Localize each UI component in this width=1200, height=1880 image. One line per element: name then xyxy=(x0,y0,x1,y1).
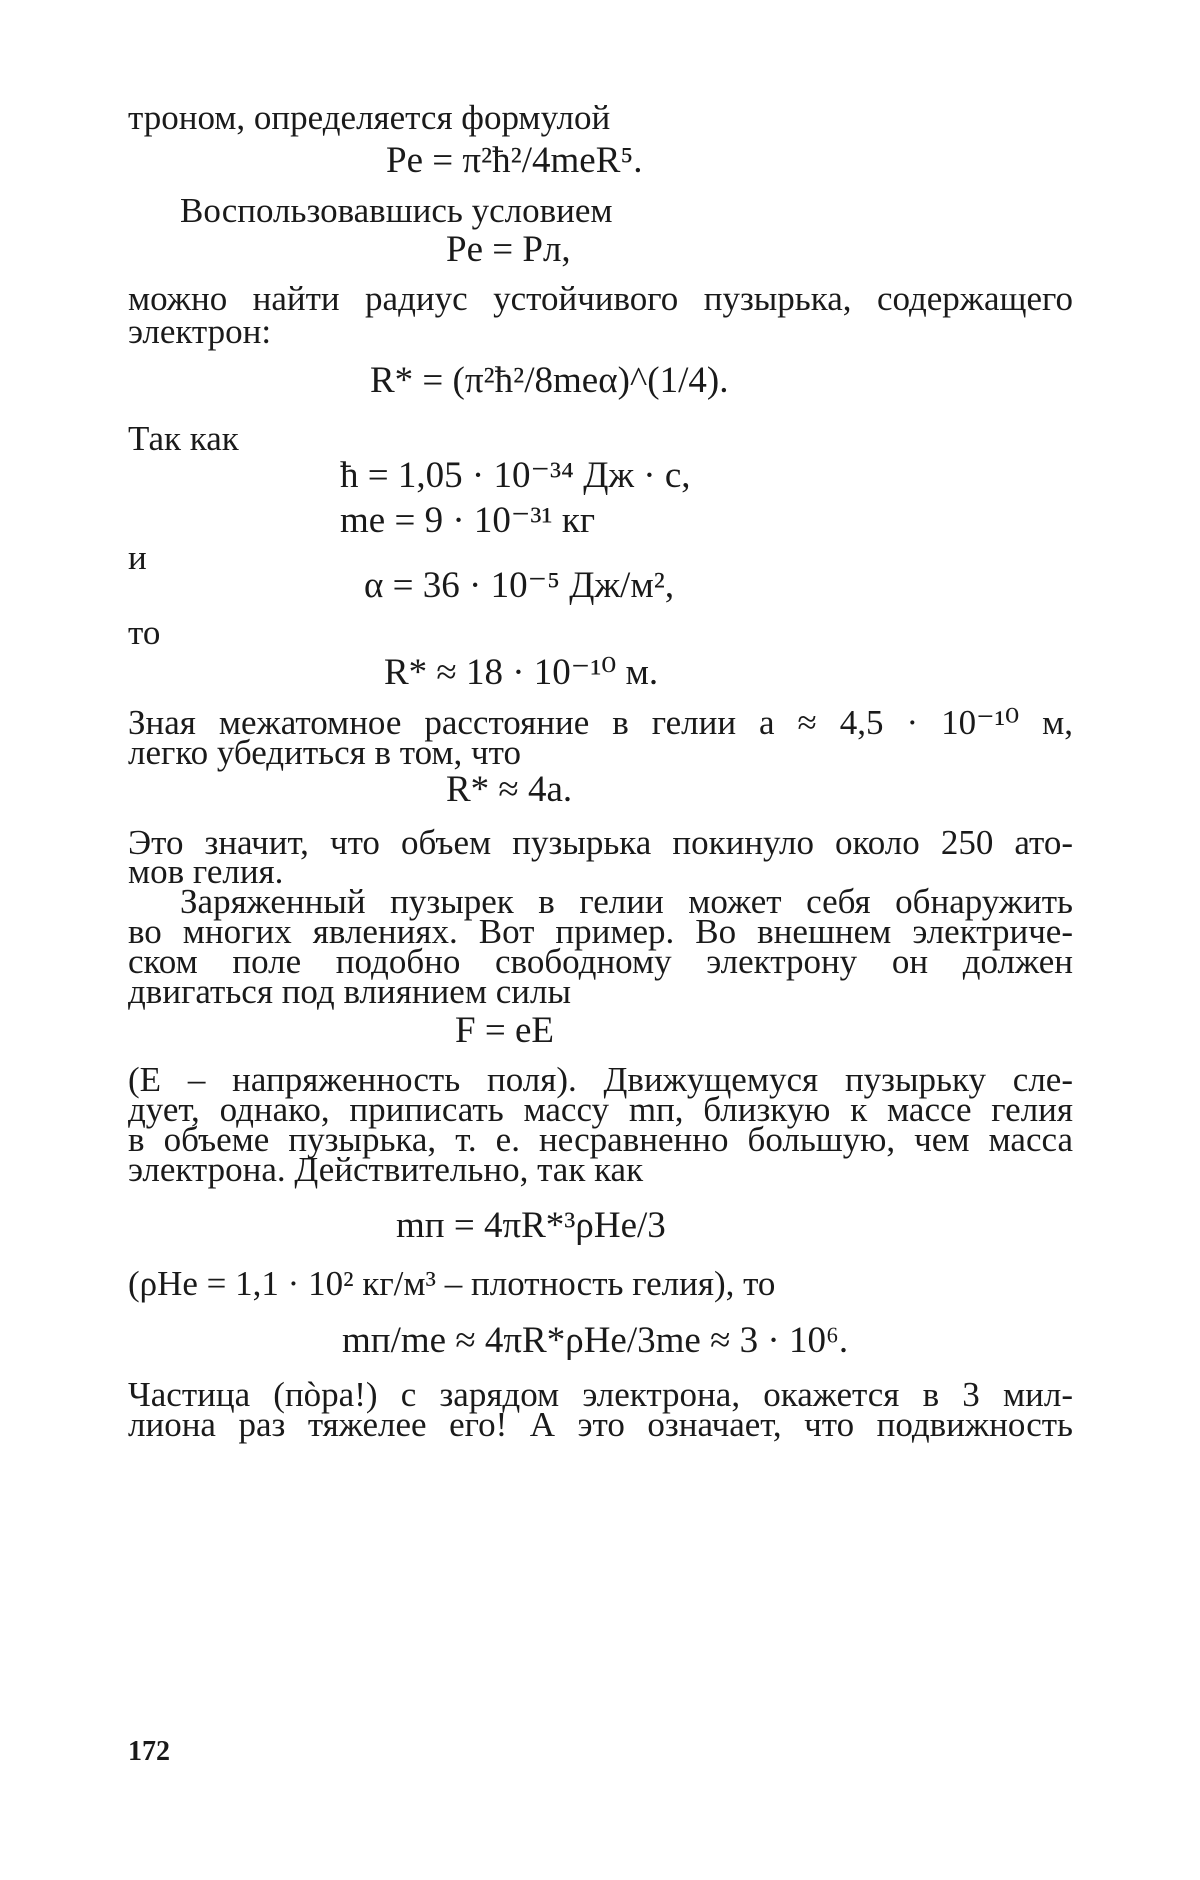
text-line: мов гелия. xyxy=(128,852,284,891)
text-line: электрона. Действительно, так как xyxy=(128,1150,644,1189)
text-line: двигаться под влиянием силы xyxy=(128,972,571,1011)
text-line: Это значит, что объем пузырька покинуло около 250 ато- xyxy=(128,823,1073,862)
text-line: Частица (пòра!) с зарядом электрона, окажется в 3 мил- xyxy=(128,1375,1073,1414)
equation-radius-ratio: R* ≈ 4a. xyxy=(446,769,573,810)
text-line: Зная межатомное расстояние в гелии a ≈ 4,5 · 10⁻¹⁰ м, xyxy=(128,703,1073,742)
text-line: в объеме пузырька, т. е. несравненно большую, чем масса xyxy=(128,1120,1073,1159)
text-line: Так как xyxy=(128,419,239,458)
equation-bubble-mass: mп = 4πR*³ρHe/3 xyxy=(396,1205,666,1246)
text-line: легко убедиться в том, что xyxy=(128,733,521,772)
page-number: 172 xyxy=(128,1736,170,1767)
equation-pressure-electron: Pe = π²ħ²/4meR⁵. xyxy=(386,140,643,181)
equation-bubble-radius: R* = (π²ħ²/8meα)^(1/4). xyxy=(370,360,729,401)
equation-pressure-balance: Pe = Pл, xyxy=(446,229,571,270)
text-line: можно найти радиус устойчивого пузырька, содержащего xyxy=(128,279,1073,318)
text-line: электрон: xyxy=(128,312,272,351)
text-line: Воспользовавшись условием xyxy=(180,191,613,230)
text-line: ском поле подобно свободному электрону он должен xyxy=(128,942,1073,981)
equation-electron-mass: me = 9 · 10⁻³¹ кг xyxy=(340,500,596,541)
equation-planck-constant: ħ = 1,05 · 10⁻³⁴ Дж · с, xyxy=(340,455,691,496)
text-line: во многих явлениях. Вот пример. Во внешнем электриче- xyxy=(128,912,1073,951)
text-line: то xyxy=(128,613,161,652)
equation-force: F = eE xyxy=(455,1010,554,1051)
text-line: и xyxy=(128,538,147,577)
equation-surface-tension: α = 36 · 10⁻⁵ Дж/м², xyxy=(364,565,675,606)
text-line: (ρHe = 1,1 · 10² кг/м³ – плотность гелия), то xyxy=(128,1264,776,1303)
text-line: (E – напряженность поля). Движущемуся пузырьку сле- xyxy=(128,1060,1073,1099)
text-line: дует, однако, приписать массу mп, близкую к массе гелия xyxy=(128,1090,1073,1129)
text-line: троном, определяется формулой xyxy=(128,98,611,137)
text-line: лиона раз тяжелее его! А это означает, что подвижность xyxy=(128,1405,1073,1444)
equation-mass-ratio: mп/me ≈ 4πR*ρHe/3me ≈ 3 · 10⁶. xyxy=(342,1320,849,1361)
equation-radius-value: R* ≈ 18 · 10⁻¹⁰ м. xyxy=(384,652,659,693)
text-line: Заряженный пузырек в гелии может себя обнаружить xyxy=(180,882,1073,921)
